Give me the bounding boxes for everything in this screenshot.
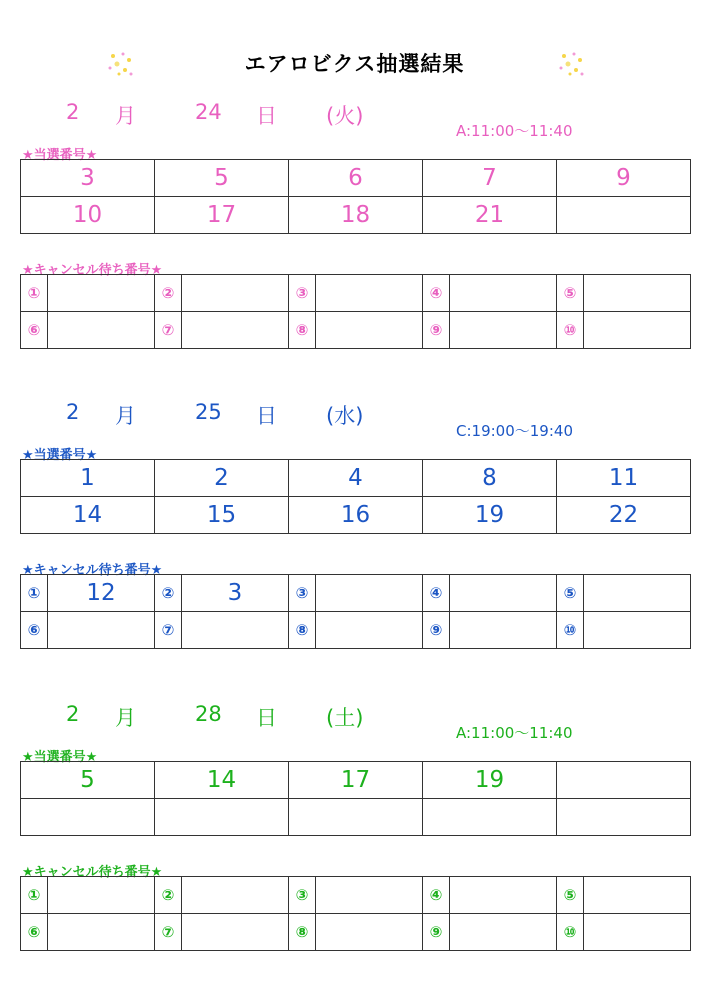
table-row	[21, 575, 691, 612]
cancel-label: ★キャンセル待ち番号★	[22, 263, 163, 278]
cancel-marker: ⑩	[557, 612, 584, 649]
date-line	[20, 400, 690, 436]
winner-number: 7	[423, 160, 557, 197]
cancel-marker: ⑦	[155, 312, 182, 349]
cancel-marker: ⑦	[155, 612, 182, 649]
cancel-marker: ④	[423, 575, 450, 612]
cancel-number	[182, 877, 289, 914]
cancel-marker: ③	[289, 275, 316, 312]
winner-number: 17	[289, 762, 423, 799]
cancel-number	[182, 275, 289, 312]
winner-number	[21, 799, 155, 836]
winner-number: 17	[155, 197, 289, 234]
day-label: 日	[256, 104, 277, 128]
cancel-number	[584, 612, 691, 649]
month-value: 2	[66, 400, 80, 424]
cancel-number	[182, 612, 289, 649]
cancel-marker: ③	[289, 575, 316, 612]
month-label: 月	[115, 706, 136, 730]
cancel-number	[316, 612, 423, 649]
cancel-number: 12	[48, 575, 155, 612]
month-value: 2	[66, 100, 80, 124]
winner-number: 1	[21, 460, 155, 497]
cancel-number	[584, 275, 691, 312]
cancel-marker: ⑩	[557, 914, 584, 951]
cancel-marker: ④	[423, 877, 450, 914]
cancel-marker: ⑨	[423, 312, 450, 349]
cancel-number: 3	[182, 575, 289, 612]
page-title: エアロビクス抽選結果	[244, 52, 465, 76]
winners-label: ★当選番号★	[22, 750, 98, 765]
cancel-number	[182, 312, 289, 349]
table-row	[21, 914, 691, 951]
cancel-marker: ⑤	[557, 575, 584, 612]
date-line	[20, 702, 690, 738]
cancel-number	[584, 312, 691, 349]
winner-number: 3	[21, 160, 155, 197]
winner-number	[155, 799, 289, 836]
table-row	[21, 877, 691, 914]
cancel-number	[584, 877, 691, 914]
class-time: A:11:00～11:40	[456, 122, 573, 140]
cancel-table	[20, 876, 691, 951]
winner-number: 2	[155, 460, 289, 497]
table-row	[21, 197, 691, 234]
winner-number: 21	[423, 197, 557, 234]
winner-number: 14	[155, 762, 289, 799]
cancel-number	[450, 312, 557, 349]
winners-table	[20, 159, 691, 234]
cancel-number	[450, 914, 557, 951]
table-row	[21, 275, 691, 312]
winner-number: 15	[155, 497, 289, 534]
cancel-marker: ⑤	[557, 275, 584, 312]
weekday: (土)	[326, 706, 364, 730]
cancel-marker: ⑥	[21, 612, 48, 649]
weekday: (水)	[326, 404, 364, 428]
winners-label: ★当選番号★	[22, 448, 98, 463]
winners-table	[20, 761, 691, 836]
cancel-number	[316, 914, 423, 951]
cancel-number	[48, 877, 155, 914]
winner-number: 16	[289, 497, 423, 534]
weekday: (火)	[326, 104, 364, 128]
cancel-number	[450, 275, 557, 312]
winner-number: 6	[289, 160, 423, 197]
cancel-marker: ④	[423, 275, 450, 312]
cancel-number	[450, 612, 557, 649]
winner-number: 19	[423, 762, 557, 799]
winner-number: 10	[21, 197, 155, 234]
cancel-number	[48, 612, 155, 649]
table-row	[21, 312, 691, 349]
winner-number	[289, 799, 423, 836]
winner-number: 4	[289, 460, 423, 497]
cancel-marker: ⑥	[21, 312, 48, 349]
cancel-marker: ①	[21, 275, 48, 312]
cancel-marker: ③	[289, 877, 316, 914]
cancel-marker: ⑥	[21, 914, 48, 951]
winner-number: 19	[423, 497, 557, 534]
cancel-number	[316, 575, 423, 612]
winner-number: 5	[155, 160, 289, 197]
class-time: A:11:00～11:40	[456, 724, 573, 742]
day-value: 28	[195, 702, 222, 726]
cancel-number	[316, 275, 423, 312]
day-value: 25	[195, 400, 222, 424]
table-row	[21, 799, 691, 836]
table-row	[21, 612, 691, 649]
cancel-marker: ⑨	[423, 914, 450, 951]
winners-label: ★当選番号★	[22, 148, 98, 163]
table-row	[21, 497, 691, 534]
winner-number: 5	[21, 762, 155, 799]
winner-number: 8	[423, 460, 557, 497]
winner-number	[557, 799, 691, 836]
cancel-marker: ⑦	[155, 914, 182, 951]
month-label: 月	[115, 404, 136, 428]
cancel-label: ★キャンセル待ち番号★	[22, 865, 163, 880]
winner-number: 11	[557, 460, 691, 497]
winner-number: 9	[557, 160, 691, 197]
day-label: 日	[256, 404, 277, 428]
cancel-marker: ⑧	[289, 612, 316, 649]
class-time: C:19:00～19:40	[456, 422, 573, 440]
winner-number	[557, 197, 691, 234]
cancel-marker: ⑤	[557, 877, 584, 914]
winner-number: 14	[21, 497, 155, 534]
cancel-number	[450, 575, 557, 612]
cancel-number	[48, 914, 155, 951]
month-value: 2	[66, 702, 80, 726]
cancel-marker: ①	[21, 575, 48, 612]
cancel-number	[316, 877, 423, 914]
cancel-marker: ①	[21, 877, 48, 914]
table-row	[21, 460, 691, 497]
table-row	[21, 762, 691, 799]
cancel-label: ★キャンセル待ち番号★	[22, 563, 163, 578]
day-label: 日	[256, 706, 277, 730]
winner-number	[557, 762, 691, 799]
date-line	[20, 100, 690, 136]
cancel-marker: ⑧	[289, 914, 316, 951]
cancel-number	[584, 914, 691, 951]
cancel-marker: ②	[155, 575, 182, 612]
cancel-marker: ⑧	[289, 312, 316, 349]
cancel-marker: ⑩	[557, 312, 584, 349]
sparkle-icon	[105, 50, 135, 80]
day-value: 24	[195, 100, 222, 124]
cancel-number	[182, 914, 289, 951]
month-label: 月	[115, 104, 136, 128]
winner-number: 18	[289, 197, 423, 234]
sparkle-icon	[556, 50, 586, 80]
table-row	[21, 160, 691, 197]
winner-number: 22	[557, 497, 691, 534]
cancel-number	[584, 575, 691, 612]
cancel-table	[20, 574, 691, 649]
cancel-marker: ⑨	[423, 612, 450, 649]
cancel-marker: ②	[155, 877, 182, 914]
cancel-number	[48, 312, 155, 349]
winners-table	[20, 459, 691, 534]
cancel-marker: ②	[155, 275, 182, 312]
cancel-number	[450, 877, 557, 914]
cancel-number	[48, 275, 155, 312]
winner-number	[423, 799, 557, 836]
cancel-table	[20, 274, 691, 349]
cancel-number	[316, 312, 423, 349]
